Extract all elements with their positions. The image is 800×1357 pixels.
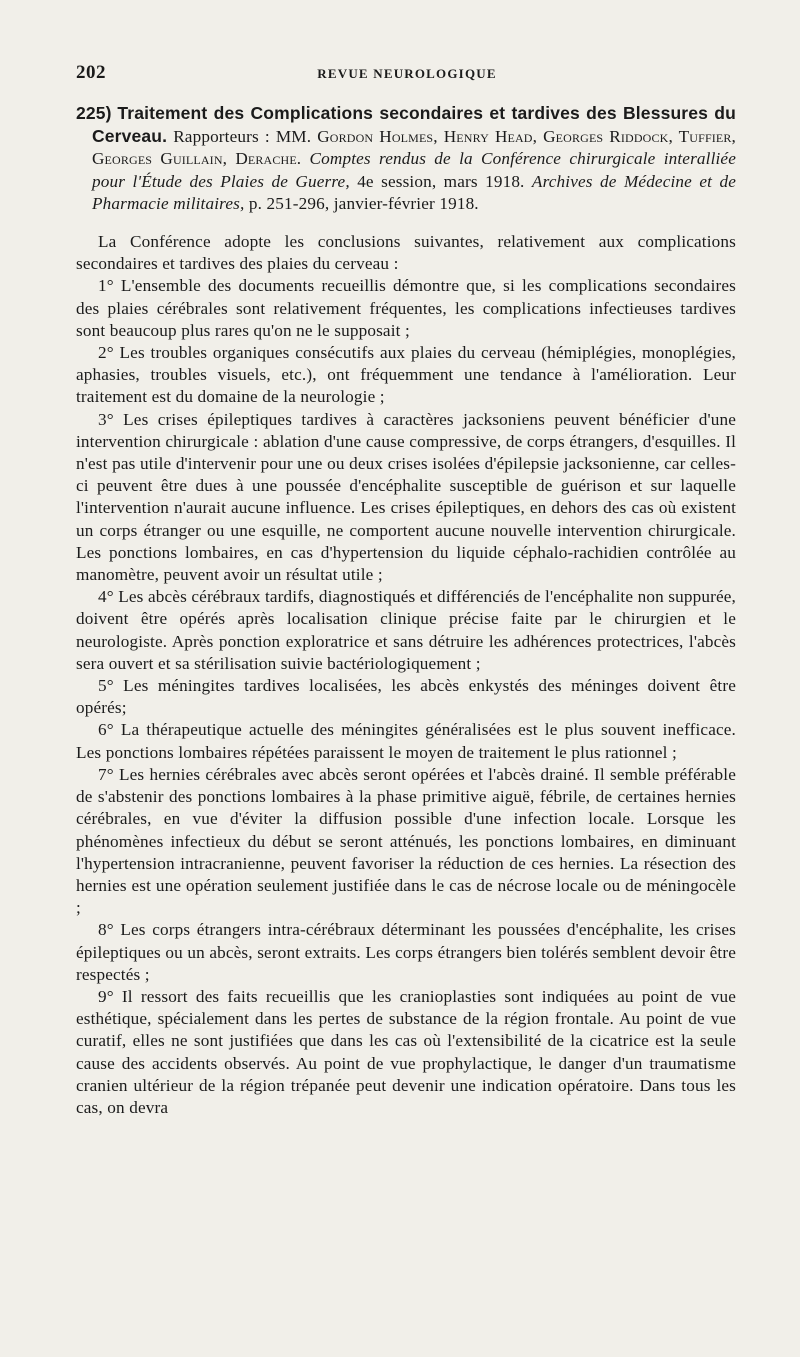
running-head: REVUE NEUROLOGIQUE <box>317 66 497 81</box>
conclusion-2: 2° Les troubles organiques consécutifs aux plaies du cerveau (hémiplégies, monoplégies, aphasies, troubles visuels, etc.), ont fréquemment une tendance à l'amélioration. Leur traitement est du domaine de la neurologie ; <box>76 343 736 407</box>
conclusion-1: 1° L'ensemble des documents recueillis démontre que, si les complications secondaires des plaies cérébrales sont relativement fréquentes, les complications infectieuses tardives sont beaucoup plus rares qu'on ne le supposait ; <box>76 276 736 340</box>
page-header <box>76 62 738 86</box>
entry-pages: p. 251-296, janvier-février 1918. <box>248 193 479 213</box>
conclusion-4: 4° Les abcès cérébraux tardifs, diagnostiqués et différenciés de l'encéphalite non suppurée, doivent être opérés après localisation clinique précise faite par le chirurgien et le neurologiste. Après ponction exploratrice et sans détruire les adhérences protectrices, l'abcès sera ouvert et sa stérilisation suivie bactériologiquement ; <box>76 587 736 673</box>
article-body <box>76 102 736 1119</box>
conclusion-8: 8° Les corps étrangers intra-cérébraux déterminant les poussées d'encéphalite, les crises épileptiques ou un abcès, seront extraits. Les corps étrangers bien tolérés semblent devoir être respectés ; <box>76 920 736 984</box>
conclusion-5: 5° Les méningites tardives localisées, les abcès enkystés des méninges doivent être opérés; <box>76 676 736 718</box>
entry-number: 225) <box>76 103 112 123</box>
conclusion-6: 6° La thérapeutique actuelle des méningites généralisées est le plus souvent inefficace. Les ponctions lombaires répétées paraissent le moyen de traitement le plus rationnel ; <box>76 720 736 762</box>
rapporteurs-label: Rapporteurs : MM. <box>173 127 312 147</box>
conclusion-3: 3° Les crises épileptiques tardives à caractères jacksoniens peuvent bénéficier d'une intervention chirurgicale : ablation d'une cause compressive, de corps étrangers, d'esquilles. Il n'est pas utile d'intervenir pour une ou deux crises isolées d'épilepsie jacksonienne, car celles-ci peuvent être dues à une poussée d'encéphalite susceptible de guérison et sur laquelle l'intervention n'aurait aucune influence. Les crises épileptiques, en dehors des cas où existent un corps étranger ou une esquille, ne comportent aucune nouvelle intervention chirurgicale. Les ponctions lombaires, en cas d'hypertension du liquide céphalo-rachidien contrôlée au manomètre, peuvent avoir un résultat utile ; <box>76 409 736 585</box>
entry-session: 4e session, mars 1918. <box>357 171 525 191</box>
entry-source: Comptes rendus de la Conférence chirurgicale interalliée pour l'Étude des Plaies de Guerre, <box>92 149 736 191</box>
conclusion-7: 7° Les hernies cérébrales avec abcès seront opérées et l'abcès drainé. Il semble préférable de s'abstenir des ponctions lombaires à la phase primitive aiguë, fébrile, de certaines hernies cérébrales, en vue d'éviter la diffusion possible d'une infection locale. Lorsque les phénomènes infectieux du début se seront atténués, les ponctions lombaires, en diminuant l'hypertension intracranienne, peuvent favoriser la réduction de ces hernies. La résection des hernies est une opération seulement justifiée dans le cas de nécrose locale ou de méningocèle ; <box>76 764 736 918</box>
page-number: 202 <box>76 62 106 83</box>
entry-title: Traitement des Complications secondaires et tardives des Blessures du Cerveau. <box>92 103 736 147</box>
entry-authors: Gordon Holmes, Henry Head, Georges Riddock, Tuffier, Georges Guillain, Derache. <box>92 127 736 169</box>
conclusion-9: 9° Il ressort des faits recueillis que les cranioplasties sont indiquées au point de vue esthétique, spécialement dans les pertes de substance de la région frontale. Au point de vue curatif, elles ne sont justifiées que dans les cas où l'extensibilité de la cicatrice est la seule cause des accidents observés. Au point de vue prophylactique, le danger d'un traumatisme cranien ultérieur de la région trépanée peut devenir une indication opératoire. Dans tous les cas, on devra <box>76 986 736 1117</box>
intro-paragraph: La Conférence adopte les conclusions suivantes, relativement aux complications secondaires et tardives des plaies du cerveau : <box>76 232 736 274</box>
bibliographic-entry <box>76 102 736 215</box>
entry-journal: Archives de Médecine et de Pharmacie militaires, <box>92 171 736 213</box>
